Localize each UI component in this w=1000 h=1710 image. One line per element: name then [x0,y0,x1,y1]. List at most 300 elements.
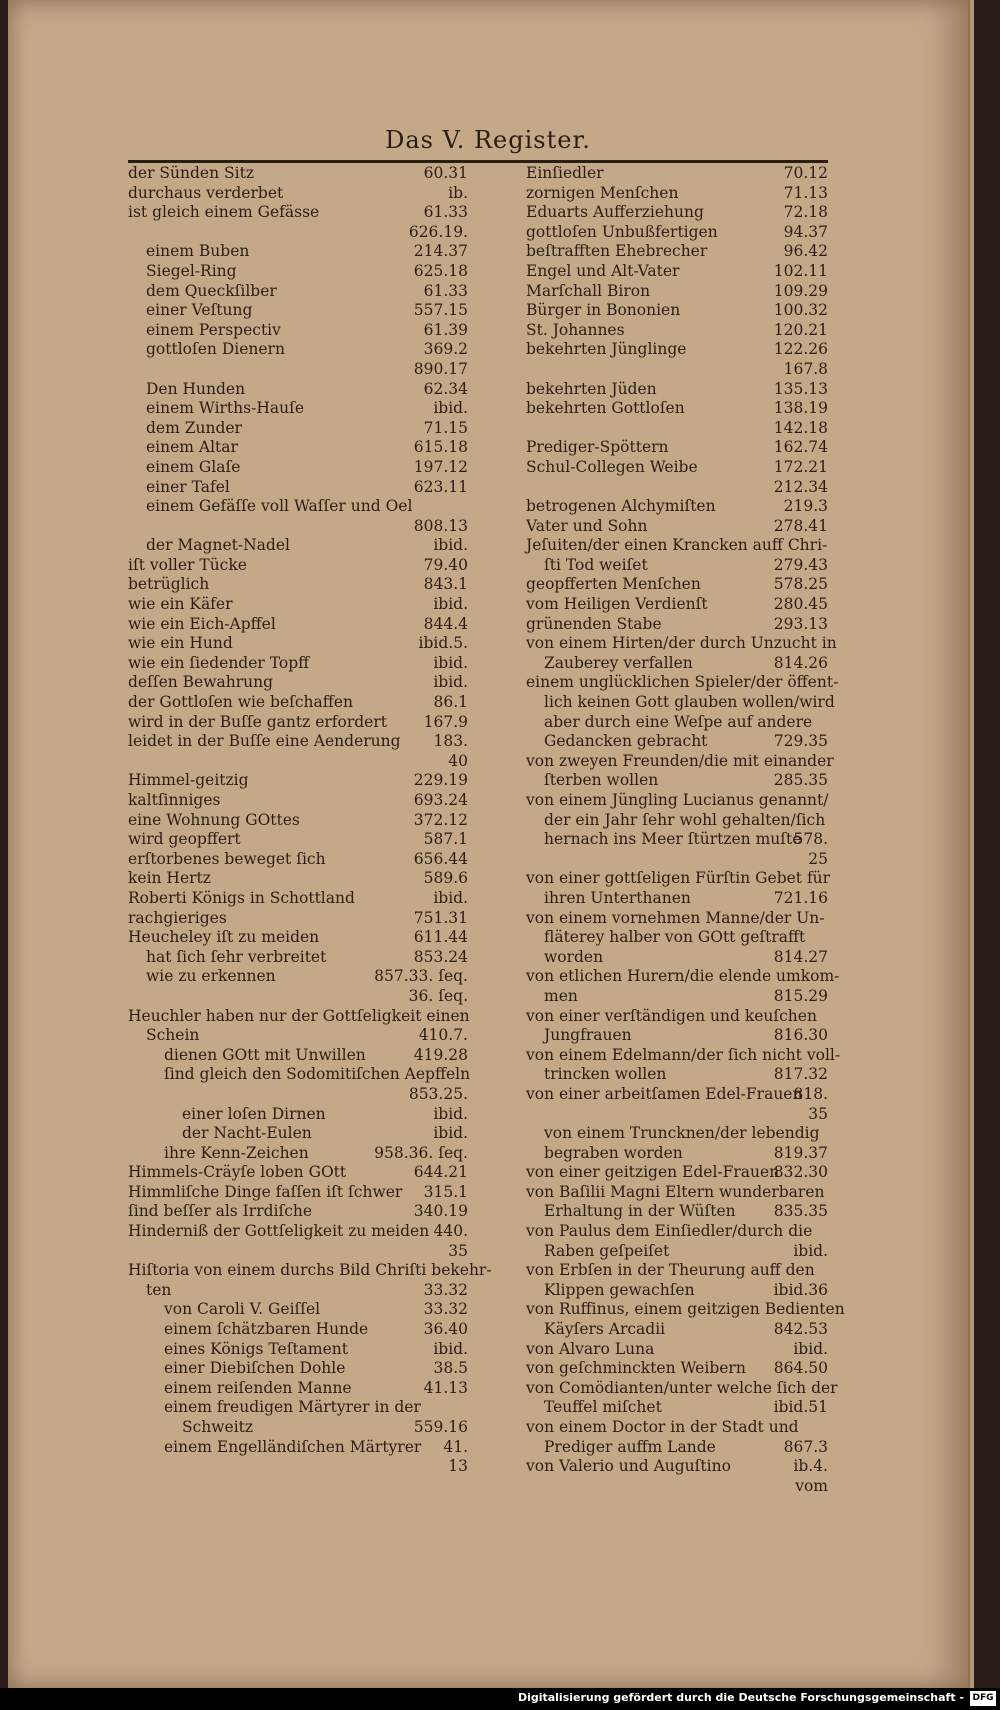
book-page [8,0,970,1688]
entry-page-ref: ib.4. [793,1457,828,1476]
entry-page-ref: 33.32 [423,1280,468,1299]
entry-page-ref: 285.35 [773,771,828,790]
index-entry [128,380,468,400]
entry-page-ref: 62.34 [423,379,468,398]
entry-page-ref: 819.37 [773,1143,828,1162]
entry-page-ref: 867.3 [783,1437,828,1456]
index-entry [128,693,468,713]
entry-text: Roberti Königs in Schottland [128,888,355,907]
entry-text: St. Johannes [526,320,625,339]
entry-page-ref: 815.29 [773,986,828,1005]
entry-page-ref: ibid. [433,1339,468,1358]
entry-page-ref: 278.41 [773,516,828,535]
index-entry [128,164,468,184]
entry-text: von Paulus dem Einſiedler/durch die [526,1222,813,1241]
entry-text: von Erbſen in der Theurung auff den [526,1261,815,1280]
index-entry [128,301,468,321]
entry-page-ref: 315.1 [423,1182,468,1201]
entry-page-ref: 958.36. ſeq. [374,1143,468,1162]
entry-text: Einſiedler [526,164,604,182]
entry-text: Vater und Sohn [526,516,648,535]
entry-page-ref: 183. [433,732,468,751]
index-entry [128,497,468,517]
entry-page-ref: 816.30 [773,1026,828,1045]
entry-page-ref: 142.18 [773,418,828,437]
index-entry [128,771,468,791]
index-entry [526,751,834,772]
entry-text: erſtorbenes beweget ſich [128,849,326,868]
index-entry [128,556,468,576]
index-entry [526,1007,828,1027]
entry-text: rachgieriges [128,908,227,927]
entry-page-ref: 844.4 [423,614,468,633]
index-entry [526,693,835,713]
entry-page-ref: 808.13 [413,516,468,535]
entry-text: Den Hunden [146,379,246,398]
entry-page-ref: 644.21 [413,1163,468,1182]
index-entry [526,223,828,243]
entry-text: einer Diebiſchen Dohle [164,1359,346,1378]
entry-text: einem Buben [146,242,250,261]
index-entry [526,673,839,693]
entry-page-ref: ibid. [793,1339,828,1358]
entry-page-ref: 35 [808,1104,828,1123]
entry-text: trincken wollen [544,1065,667,1084]
index-entry [128,928,468,948]
index-entry [128,830,468,850]
index-entry [526,1222,828,1242]
footer-bar [0,1688,1000,1710]
index-entry [128,458,468,478]
entry-text: Schein [146,1026,200,1045]
entry-text: Hiſtoria von einem durchs Bild Chriſti bekehr- [128,1261,492,1280]
entry-text: von Comödianten/unter welche ſich der [526,1378,838,1397]
entry-page-ref: ibid. [433,595,468,614]
index-entry [128,1046,468,1066]
entry-text: von etlichen Hurern/die elende umkom- [526,967,840,986]
index-entry [128,713,468,733]
entry-page-ref: 587.1 [423,830,468,849]
entry-page-ref: 832.30 [773,1163,828,1182]
entry-text: Heuchler haben nur der Gottſeligkeit einen [128,1006,470,1025]
entry-text: Himmel-geitzig [128,771,249,790]
entry-page-ref: 440. [433,1222,468,1241]
entry-page-ref: 214.37 [413,242,468,261]
index-entry [526,850,828,870]
index-entry [128,419,468,439]
index-entry [526,458,828,478]
index-entry [526,301,828,321]
entry-page-ref: 818. [793,1084,828,1103]
entry-text: eine Wohnung GOttes [128,810,300,829]
entry-text: gottloſen Dienern [146,340,285,359]
entry-text: Prediger-Spöttern [526,438,669,457]
entry-text: der Nacht-Eulen [182,1124,312,1143]
index-entry [128,1144,468,1164]
entry-page-ref: ibid. [433,399,468,418]
entry-text: wie ein Käfer [128,595,233,614]
entry-text: men [544,986,578,1005]
index-entry [526,1398,828,1418]
entry-page-ref: ibid. [433,1124,468,1143]
index-entry [128,478,468,498]
index-entry [526,575,828,595]
entry-text: bekehrten Jünglinge [526,340,687,359]
entry-page-ref: 72.18 [783,203,828,222]
index-entry [526,282,828,302]
entry-text: betrogenen Alchymiſten [526,497,716,516]
entry-page-ref: ibid. [433,1104,468,1123]
entry-text: Jungfrauen [544,1026,632,1045]
index-entry [128,1359,468,1379]
index-entry [526,438,828,458]
entry-page-ref: 615.18 [413,438,468,457]
entry-page-ref: 25 [808,849,828,868]
index-entry [128,1007,468,1027]
entry-text: zornigen Menſchen [526,183,679,202]
entry-text: Raben geſpeiſet [544,1241,670,1260]
index-entry [128,242,468,262]
entry-text: bekehrten Gottloſen [526,399,685,418]
index-entry [526,1105,828,1125]
index-entry [526,1261,828,1281]
index-entry [526,1124,828,1144]
entry-text: ſti Tod weiſet [544,555,648,574]
entry-text: der ein Jahr ſehr wohl gehalten/ſich [544,810,826,829]
entry-page-ref: 212.34 [773,477,828,496]
entry-text: ſind beſſer als Irrdiſche [128,1202,313,1221]
header-rule [128,160,828,163]
index-entry [128,282,468,302]
entry-text: durchaus verderbet [128,183,284,202]
footer-credit: Digitalisierung gefördert durch die Deutsche Forschungsgemeinschaft - [517,1691,964,1704]
entry-page-ref: 36.40 [423,1320,468,1339]
entry-text: einer Tafel [146,477,230,496]
index-entry [128,791,468,811]
index-entry [526,928,828,948]
index-entry [526,771,828,791]
index-entry [526,811,828,831]
entry-text: von einem Doctor in der Stadt und [526,1418,799,1436]
entry-text: Schul-Collegen Weibe [526,457,698,476]
entry-text: ten [146,1280,172,1299]
index-entry [526,517,828,537]
entry-text: von einem Truncknen/der lebendig [544,1124,820,1143]
entry-text: einem Glaſe [146,457,241,476]
index-entry [526,1378,838,1399]
entry-page-ref: 557.15 [413,301,468,320]
entry-text: Teuffel miſchet [544,1398,662,1417]
entry-text: Erhaltung in der Wüſten [544,1202,736,1221]
entry-text: einem Engelländiſchen Märtyrer [164,1437,422,1456]
entry-page-ref: 96.42 [783,242,828,261]
entry-text: von geſchminckten Weibern [526,1359,746,1378]
entry-text: hat ſich ſehr verbreitet [146,947,327,966]
index-entry [128,673,468,693]
index-entry [128,1065,471,1085]
entry-page-ref: 229.19 [413,771,468,790]
entry-text: einem Altar [146,438,238,457]
entry-page-ref: 61.33 [423,281,468,300]
entry-page-ref: 40 [448,751,468,770]
index-entry [128,360,468,380]
entry-page-ref: 842.53 [773,1320,828,1339]
index-entry [128,615,468,635]
index-entry [128,1438,468,1458]
entry-page-ref: 109.29 [773,281,828,300]
entry-text: einem reiſenden Manne [164,1378,352,1397]
index-entry [128,1222,468,1242]
index-entry [526,1242,828,1262]
entry-page-ref: 372.12 [413,810,468,829]
index-entry [128,399,468,419]
index-entry [526,1438,828,1458]
index-entry [526,556,828,576]
entry-text: ihre Kenn-Zeichen [164,1143,309,1162]
entry-text: aber durch eine Weſpe auf andere [544,712,813,731]
entry-page-ref: 369.2 [423,340,468,359]
index-entry [128,1281,468,1301]
entry-page-ref: ibid. [433,888,468,907]
entry-page-ref: 122.26 [773,340,828,359]
entry-text: von Ruffinus, einem geitzigen Bedienten [526,1300,845,1319]
index-entry [526,164,828,184]
entry-text: von Alvaro Luna [526,1339,655,1358]
entry-page-ref: 857.33. ſeq. [374,967,468,986]
entry-text: von Caroli V. Geiſſel [164,1300,321,1319]
index-entry [526,830,828,850]
entry-page-ref: 410.7. [418,1026,468,1045]
entry-page-ref: 71.15 [423,418,468,437]
entry-page-ref: 814.27 [773,947,828,966]
entry-page-ref: 814.26 [773,653,828,672]
entry-text: von einer arbeitſamen Edel-Frauen [526,1084,803,1103]
index-entry [526,497,828,517]
entry-text: einem freudigen Märtyrer in der [164,1398,421,1417]
index-entry [526,203,828,223]
entry-page-ref: 611.44 [413,928,468,947]
entry-text: ſterben wollen [544,771,659,790]
index-entry [128,869,468,889]
index-entry [128,889,468,909]
entry-page-ref: 559.16 [413,1418,468,1436]
entry-page-ref: 751.31 [413,908,468,927]
entry-page-ref: 279.43 [773,555,828,574]
entry-page-ref: 656.44 [413,849,468,868]
entry-text: wie ein Hund [128,634,233,653]
index-entry [526,654,828,674]
entry-page-ref: 626.19. [408,222,468,241]
entry-text: einem Perspectiv [146,320,281,339]
entry-text: einem Gefäſſe voll Waſſer und Oel [146,497,413,516]
entry-text: Marſchall Biron [526,281,651,300]
entry-page-ref: ibid. [433,673,468,692]
entry-page-ref: 589.6 [423,869,468,888]
index-entry [128,340,468,360]
index-entry [128,1398,468,1418]
index-entry [526,1026,828,1046]
index-entry [128,1379,468,1399]
index-entry [526,1163,828,1183]
entry-text: Klippen gewachſen [544,1280,695,1299]
index-entry [526,184,828,204]
index-entry [128,1340,468,1360]
entry-text: Bürger in Bononien [526,301,681,320]
index-entry [526,1202,828,1222]
entry-text: Zauberey verfallen [544,653,693,672]
entry-page-ref: 162.74 [773,438,828,457]
index-entry [526,869,831,889]
index-entry [526,967,840,987]
index-entry [526,1340,828,1360]
index-entry [128,752,468,772]
entry-text: Eduarts Aufferziehung [526,203,704,222]
entry-text: von einer gottſeligen Fürſtin Gebet für [526,869,831,888]
index-entry [526,478,828,498]
index-entry [128,909,468,929]
index-entry [128,1026,468,1046]
entry-page-ref: ibid.5. [418,634,468,653]
index-entry [526,536,828,556]
entry-text: Heucheley iſt zu meiden [128,928,320,947]
entry-text: eines Königs Teſtament [164,1339,349,1358]
index-entry [128,575,468,595]
entry-page-ref: 33.32 [423,1300,468,1319]
entry-text: von einem Edelmann/der ſich nicht voll- [526,1045,841,1064]
index-entry [128,634,468,654]
index-entry [526,1477,828,1497]
page-header: Das V. Register. [385,126,591,154]
entry-page-ref: 853.24 [413,947,468,966]
index-entry [526,791,828,811]
entry-page-ref: 41.13 [423,1378,468,1397]
entry-text: begraben worden [544,1143,683,1162]
index-entry [526,987,828,1007]
entry-page-ref: 219.3 [783,497,828,516]
entry-text: der Gottloſen wie beſchaffen [128,693,353,712]
index-entry [526,419,828,439]
entry-page-ref: 172.21 [773,457,828,476]
index-entry [128,203,468,223]
index-entry [526,615,828,635]
index-entry [526,1065,828,1085]
entry-page-ref: 293.13 [773,614,828,633]
dfg-logo: DFG [970,1691,996,1706]
entry-page-ref: 623.11 [413,477,468,496]
entry-text: ihren Unterthanen [544,888,691,907]
entry-page-ref: 625.18 [413,261,468,280]
index-entry [128,1163,468,1183]
entry-page-ref: 60.31 [423,164,468,182]
entry-text: fläterey halber von GOtt geſtrafft [544,928,806,947]
entry-text: Prediger auffm Lande [544,1437,716,1456]
index-entry [526,321,828,341]
index-entry [128,321,468,341]
entry-text: wird in der Buſſe gantz erfordert [128,712,387,731]
index-entry [526,948,828,968]
entry-page-ref: 79.40 [423,555,468,574]
index-entry [526,1183,828,1203]
entry-text: hernach ins Meer ſtürtzen muſte [544,830,802,849]
index-entry [128,1261,492,1281]
entry-text: einem unglücklichen Spieler/der öffent- [526,673,839,692]
entry-text: wie ein ſiedender Topff [128,653,310,672]
entry-text: der Sünden Sitz [128,164,254,182]
entry-text: wird geopffert [128,830,241,849]
entry-text: von einem Jüngling Lucianus genannt/ [526,791,829,809]
entry-page-ref: ibid.36 [773,1280,828,1299]
entry-page-ref: 70.12 [783,164,828,182]
entry-page-ref: 167.8 [783,359,828,378]
entry-page-ref: 86.1 [433,693,468,712]
entry-page-ref: 61.33 [423,203,468,222]
index-entry [128,438,468,458]
entry-page-ref: 61.39 [423,320,468,339]
index-entry [128,1320,468,1340]
index-entry [128,654,468,674]
entry-text: dienen GOtt mit Unwillen [164,1045,366,1064]
index-entry [526,1300,845,1320]
entry-page-ref: 38.5 [433,1359,468,1378]
index-entry [526,399,828,419]
entry-text: dem Queckſilber [146,281,277,300]
entry-text: Gedancken gebracht [544,732,708,751]
entry-page-ref: vom [795,1476,828,1495]
index-entry [128,850,468,870]
entry-text: Siegel-Ring [146,261,237,280]
index-entry [526,1418,828,1438]
entry-page-ref: 167.9 [423,712,468,731]
entry-page-ref: 13 [448,1457,468,1476]
entry-page-ref: 35 [448,1241,468,1260]
entry-page-ref: 197.12 [413,457,468,476]
entry-page-ref: 864.50 [773,1359,828,1378]
entry-page-ref: ibid. [793,1241,828,1260]
entry-text: geopfferten Menſchen [526,575,701,594]
entry-text: ist gleich einem Gefässe [128,203,320,222]
entry-text: ſind gleich den Sodomitiſchen Aepffeln [164,1065,471,1084]
entry-text: von einem vornehmen Manne/der Un- [526,908,825,927]
entry-page-ref: 843.1 [423,575,468,594]
index-entry [526,909,828,929]
index-entry [128,1085,468,1105]
index-entry [128,967,468,987]
index-entry [128,1124,468,1144]
index-entry [526,1045,841,1066]
entry-text: von zweyen Freunden/die mit einander [526,751,834,770]
entry-text: Hinderniß der Gottſeligkeit zu meiden [128,1222,430,1241]
entry-page-ref: 890.17 [413,359,468,378]
entry-text: von einer geitzigen Edel-Frauen [526,1163,780,1182]
entry-text: einer loſen Dirnen [182,1104,326,1123]
entry-page-ref: 853.25. [408,1084,468,1103]
entry-page-ref: ibid.51 [773,1398,828,1417]
entry-text: Jeſuiten/der einen Krancken auff Chri- [526,536,828,555]
entry-text: wie ein Eich-Apffel [128,614,276,633]
index-column-right [526,164,845,1496]
entry-text: vom Heiligen Verdienſt [526,595,708,614]
index-entry [128,262,468,282]
entry-text: beſtrafften Ehebrecher [526,242,708,261]
entry-text: Engel und Alt-Vater [526,261,680,280]
entry-page-ref: 280.45 [773,595,828,614]
index-entry [526,732,828,752]
index-entry [526,340,828,360]
entry-text: kein Hertz [128,869,211,888]
entry-page-ref: 693.24 [413,791,468,809]
entry-page-ref: 340.19 [413,1202,468,1221]
index-column-left [128,164,492,1477]
